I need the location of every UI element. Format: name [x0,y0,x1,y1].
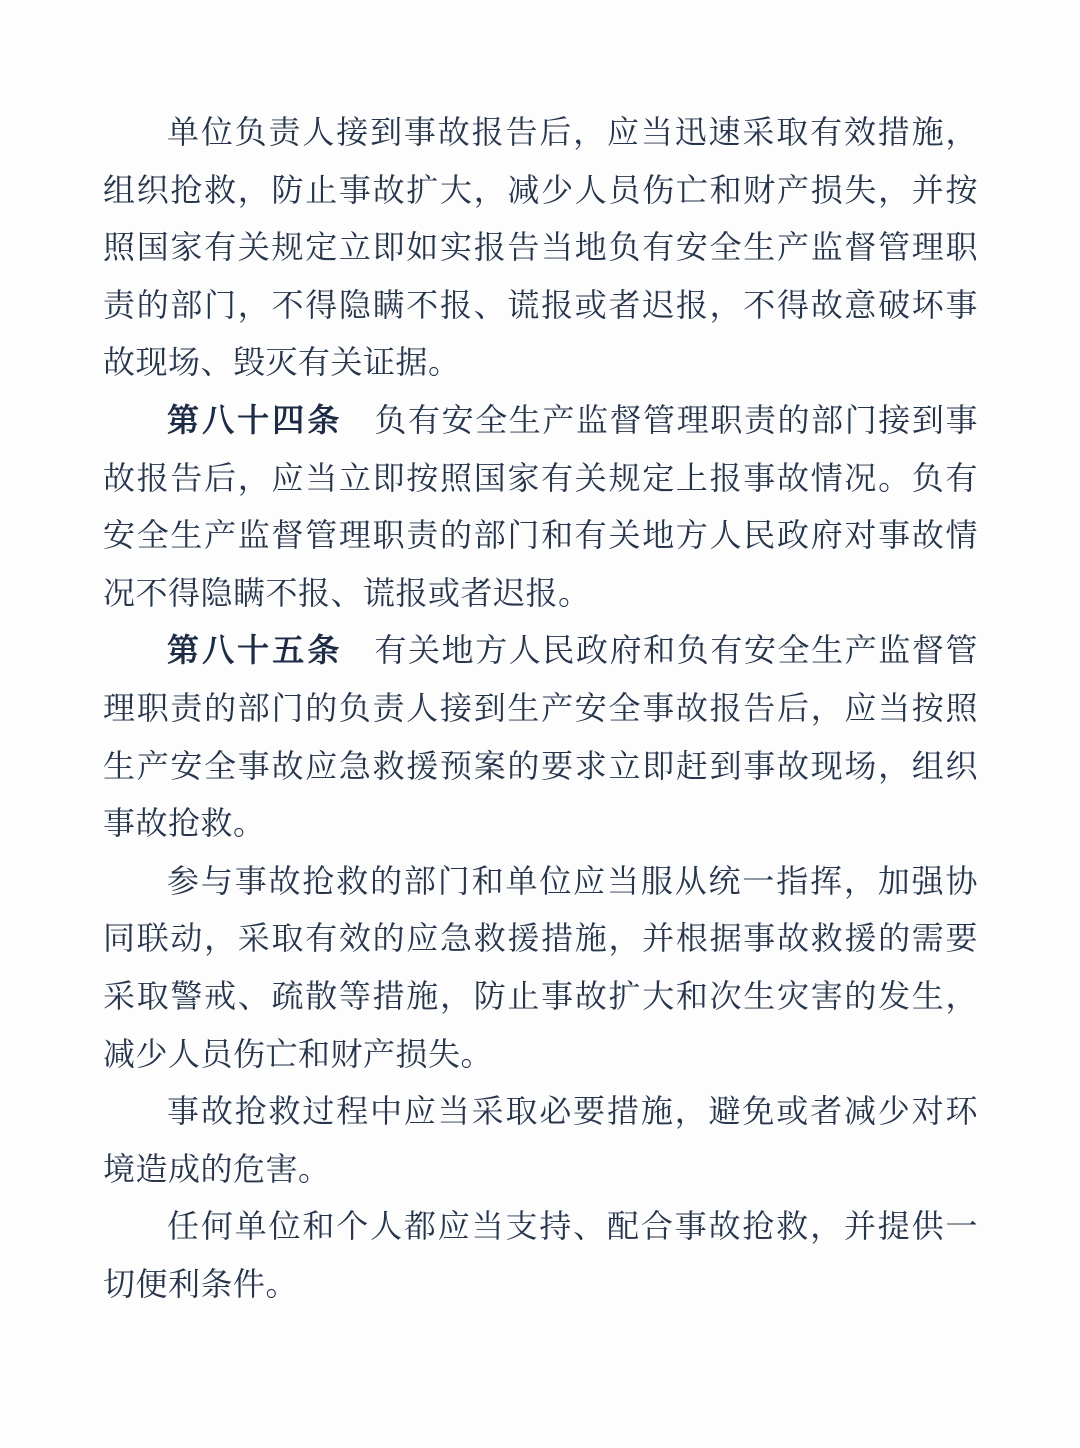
paragraph-article-84 [103,392,978,622]
paragraph-text: 参与事故抢救的部门和单位应当服从统一指挥，加强协同联动，采取有效的应急救援措施，并根据事故救援的需要采取警戒、疏散等措施，防止事故扩大和次生灾害的发生，减少人员伤亡和财产损失。 [103,862,978,1072]
paragraph-text: 任何单位和个人都应当支持、配合事故抢救，并提供一切便利条件。 [103,1208,978,1302]
article-number-85: 第八十五条 [167,632,343,669]
paragraph-text: 负有安全生产监督管理职责的部门接到事故报告后，应当立即按照国家有关规定上报事故情况。负有安全生产监督管理职责的部门和有关地方人民政府对事故情况不得隐瞒不报、谎报或者迟报。 [103,401,978,611]
paragraph [103,1083,978,1198]
paragraph [103,1198,978,1313]
paragraph-text: 有关地方人民政府和负有安全生产监督管理职责的部门的负责人接到生产安全事故报告后，应当按照生产安全事故应急救援预案的要求立即赶到事故现场，组织事故抢救。 [103,632,978,842]
paragraph-text: 单位负责人接到事故报告后，应当迅速采取有效措施，组织抢救，防止事故扩大，减少人员伤亡和财产损失，并按照国家有关规定立即如实报告当地负有安全生产监督管理职责的部门，不得隐瞒不报、谎报或者迟报，不得故意破坏事故现场、毁灭有关证据。 [103,114,978,381]
article-number-84: 第八十四条 [167,401,343,438]
paragraph-article-85 [103,622,978,852]
paragraph-text: 事故抢救过程中应当采取必要措施，避免或者减少对环境造成的危害。 [103,1093,978,1187]
paragraph [103,104,978,392]
paragraph [103,853,978,1083]
